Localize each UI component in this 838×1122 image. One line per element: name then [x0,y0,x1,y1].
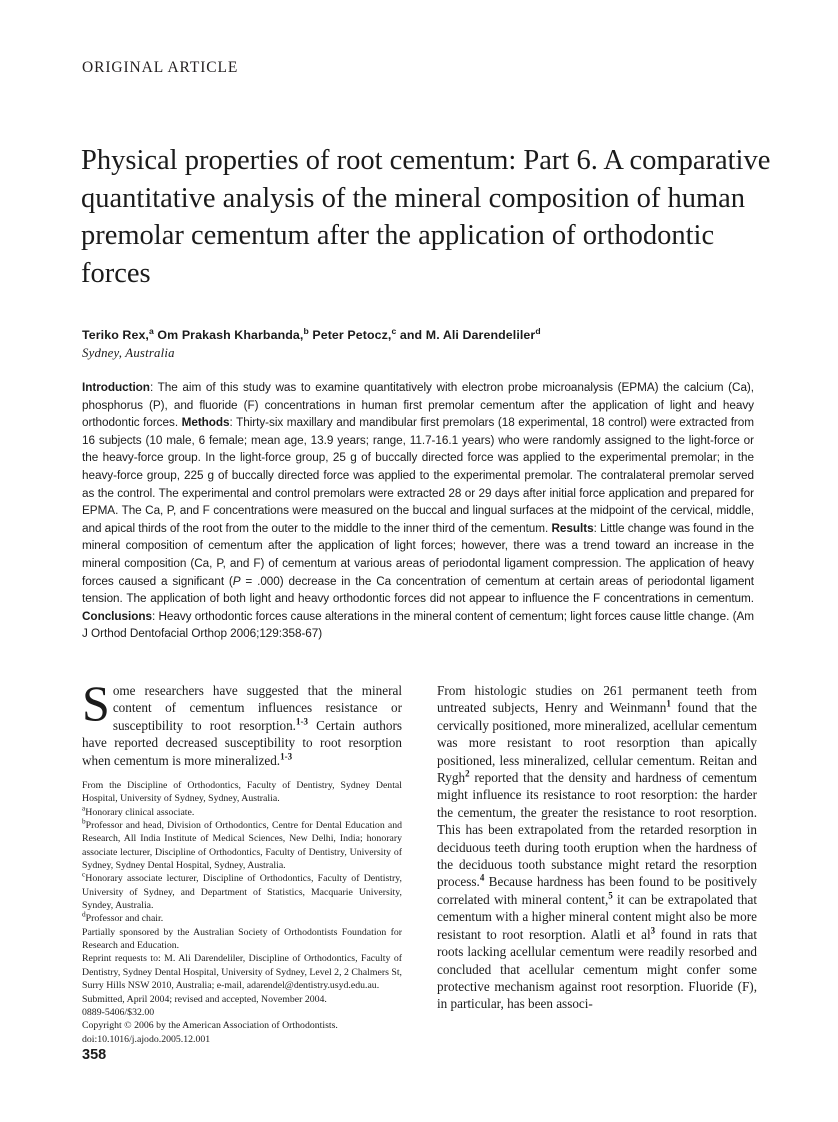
footnote-line: 0889-5406/$32.00 [82,1006,155,1018]
affiliation-city: Sydney, Australia [82,346,175,360]
footnote-line: $^c$Honorary associate lecturer, Discipline of Orthodontics, Faculty of Dentistry, University of Sydney, and Department of Statistics, Macquarie University, Syndey, Australia. [82,870,402,912]
footnote-block [82,779,402,1046]
footnote-line: $^b$Professor and head, Division of Orthodontics, Centre for Dental Education and Research, All India Institute of Medical Sciences, New Delhi, India; honorary associate lecturer, Discipline of Orthodontics, Faculty of Dentistry, University of Sydney, Sydney Dental Hospital, Sydney, Australia. [82,816,402,872]
footnote-line: Copyright © 2006 by the American Association of Orthodontists. [82,1020,338,1032]
body-column-left [82,675,402,769]
drop-cap: S [82,675,110,731]
footnote-line: From the Discipline of Orthodontics, Faculty of Dentistry, Sydney Dental Hospital, University of Sydney, Sydney, Australia. [82,780,402,805]
footnote-line: Partially sponsored by the Australian Society of Orthodontists Foundation for Research and Education. [82,926,402,952]
abstract-colon-1: : [149,381,158,394]
page-number: 358 [82,1047,107,1063]
abstract-label-methods: Methods [181,416,230,430]
page-title: Physical properties of root cementum: Part 6. A comparative quantitative analysis of the mineral composition of human premolar cementum after the application of orthodontic forces [81,145,771,289]
footnote-line: $^d$Professor and chair. [82,910,164,925]
footnote-line: Submitted, April 2004; revised and accepted, November 2004. [82,993,327,1005]
abstract [82,379,754,643]
abstract-text-results-2: = .000) decrease in the Ca concentration of cementum at certain areas of periodontal ligament tension. The application of both light and heavy orthodontic forces did not appear to influence the F concentrations in cementum. [82,574,754,606]
body-paragraph-left-text: ome researchers have suggested that the mineral content of cementum influences resistance or susceptibility to root resorption.$^{1-3}$ Certain authors have reported decreased susceptibility to root resorption when cementum is more mineralized.$^{1-3}$ [82,683,402,768]
footnote-line: doi:10.1016/j.ajodo.2005.12.001 [82,1033,211,1045]
abstract-colon-4: : [151,609,159,623]
footnote-line: $^a$Honorary clinical associate. [82,803,195,818]
footnote-line: Reprint requests to: M. Ali Darendeliler, Discipline of Orthodontics, Faculty of Dentistry, Sydney Dental Hospital, University of Sydney, Level 2, 2 Chalmers St, Surry Hills NSW 2010, Australia; e-mail, adarendel@dentistry.usyd.edu.au. [82,953,402,992]
body-column-right [437,682,757,1013]
body-paragraph-left [82,675,402,769]
abstract-text-results-1: Little change was found in the mineral composition of cementum after the application of light forces; however, there was a trend toward an increase in the mineral composition (Ca, P, and F) of cementum at various areas of periodontal ligament compression. The application of heavy forces caused a significant ( [82,521,754,588]
body-paragraph-right: From histologic studies on 261 permanent teeth from untreated subjects, Henry and Weinmann$^1$ found that the cervically positioned, more mineralized, acellular cementum was more resistant to root resorption than apically positioned, less mineralized, cellular cementum. Reitan and Rygh$^2$ reported that the density and hardness of cementum might influence its resistance to root resorption: the harder the cementum, the greater the resistance to root resorption. This has been extrapolated from the retarded resorption in deciduous teeth during tooth eruption when the hardness of the deciduous tooth substance might retard the resorption process.$^4$ Because hardness has been found to be positively correlated with mineral content,$^5$ it can be extrapolated that cementum with a higher mineral content might also be more resistant to root resorption. Alatli et $al^3$ found in rats that roots lacking acellular cementum were readily resorbed and concluded that acellular cementum might confer some protective mechanism against root resorption. Fluoride (F), in particular, has been associ- [437,683,758,1012]
abstract-p-value-symbol: P [232,574,241,588]
abstract-label-introduction: Introduction [82,381,150,394]
abstract-colon-2: : [229,416,237,430]
abstract-label-results: Results [551,521,594,535]
running-head: ORIGINAL ARTICLE [82,59,239,76]
abstract-text-introduction: The aim of this study was to examine quantitatively with electron probe microanalysis (EPMA) the calcium (Ca), phosphorus (P), and fluoride (F) concentrations in human first premolar cementum after the application of light and heavy orthodontic forces. [82,381,755,430]
abstract-text-methods: Thirty-six maxillary and mandibular first premolars (18 experimental, 18 control) were extracted from 16 subjects (10 male, 6 female; mean age, 13.9 years; range, 11.7-16.1 years) who were randomly assigned to the light-force or the heavy-force group. In the light-force group, 25 g of buccally directed force was applied to the experimental premolar; in the heavy-force group, 225 g of buccally directed force was applied to the experimental premolar. The contralateral premolar served as the control. The experimental and control premolars were extracted 28 or 29 days after initial force application and prepared for EPMA. The Ca, P, and F concentrations were measured on the buccal and lingual surfaces at the midpoint of the cervical, middle, and apical thirds of the root from the outer to the middle to the inner third of the cementum. [82,416,755,535]
abstract-citation: (Am J Orthod Dentofacial Orthop 2006;129:358-67) [82,609,754,641]
author-list: Teriko Rex,$^a$ Om Prakash Kharbanda,$^b$ Peter Petocz,$^c$ and M. Ali Darendeliler$^d$ [82,325,541,342]
abstract-colon-3: : [593,521,601,535]
abstract-text-conclusions: Heavy orthodontic forces cause alterations in the mineral content of cementum; light forces cause little change. [158,609,730,623]
abstract-label-conclusions: Conclusions [82,609,152,623]
